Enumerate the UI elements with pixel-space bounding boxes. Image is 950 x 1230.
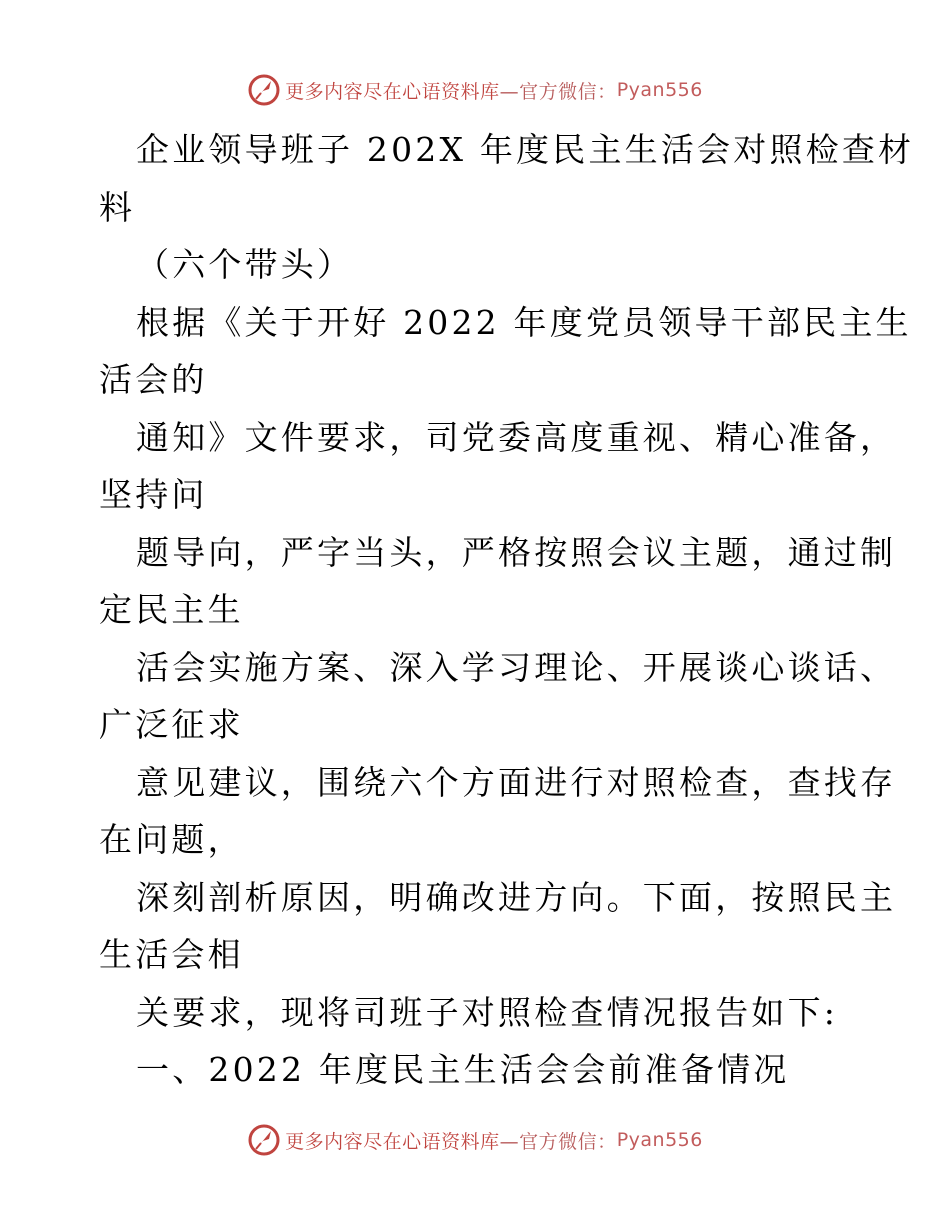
doc-subtitle: （六个带头） [136, 245, 354, 284]
watermark-text-id: Pyan556 [616, 1129, 703, 1151]
doc-section-heading: 一、2022 年度民主生活会会前准备情况 [136, 1050, 790, 1089]
feather-circle-logo-icon [247, 1123, 281, 1157]
feather-circle-logo-icon [247, 73, 281, 107]
doc-paragraph-line: 根据《关于开好 2022 年度党员领导干部民主生 [136, 302, 912, 342]
doc-paragraph-line: 深刻剖析原因，明确改进方向。下面，按照民主 [136, 877, 897, 917]
doc-paragraph-line: 通知》文件要求，司党委高度重视、精心准备， [136, 417, 897, 457]
doc-title-line-2: 料 [99, 187, 136, 227]
doc-paragraph-line: 定民主生 [99, 590, 244, 629]
watermark-header [0, 70, 950, 110]
doc-paragraph-line: 活会的 [99, 360, 208, 399]
watermark-text-main: 更多内容尽在心语资料库 [285, 80, 500, 103]
doc-paragraph-line: 坚持问 [99, 475, 208, 514]
doc-paragraph-line: 生活会相 [99, 935, 244, 974]
watermark-footer [0, 1120, 950, 1160]
watermark-text-id: Pyan556 [616, 79, 703, 101]
doc-paragraph-line: 广泛征求 [99, 705, 244, 744]
doc-paragraph-line: 意见建议，围绕六个方面进行对照检查，查找存 [136, 762, 897, 802]
watermark-text-wechat: —官方微信： [499, 1130, 617, 1153]
doc-paragraph-line: 活会实施方案、深入学习理论、开展谈心谈话、 [136, 647, 897, 687]
document-body [0, 121, 950, 1099]
doc-title-line-1: 企业领导班子 202X 年度民主生活会对照检查材 [136, 130, 915, 169]
doc-paragraph-line: 题导向，严字当头，严格按照会议主题，通过制 [136, 532, 897, 572]
watermark-text-wechat: —官方微信： [499, 80, 617, 103]
doc-paragraph-line: 关要求，现将司班子对照检查情况报告如下: [136, 992, 839, 1032]
watermark-text-main: 更多内容尽在心语资料库 [285, 1130, 500, 1153]
doc-paragraph-line: 在问题， [99, 820, 244, 859]
